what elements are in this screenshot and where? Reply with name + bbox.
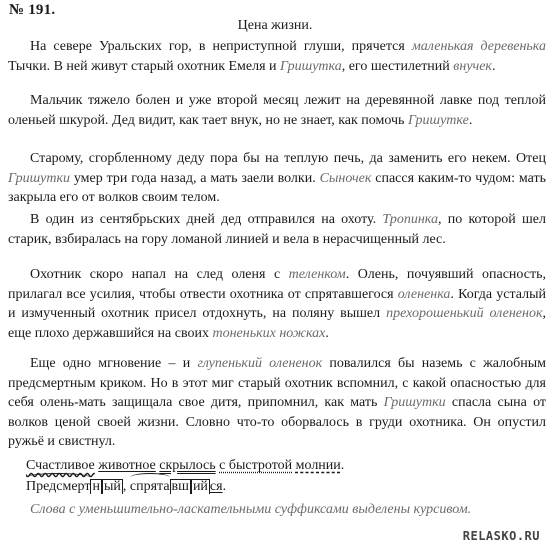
handwritten-word: Гришутки (8, 170, 71, 186)
text: , по которой шел старик, взбиралась на гору ломаной линией и вела в нерасчищенный лес. (8, 212, 546, 247)
handwritten-word: внучек (453, 58, 492, 74)
text: Мальчик тяжело болен и уже второй месяц лежит на деревянной лавке под теплой оленьей шкурой. Дед видит, как тает внук, но не знает, как помочь (8, 93, 546, 128)
exercise-number: № 191. (9, 2, 56, 18)
handwritten-word: маленькая деревенька (411, 39, 546, 54)
handwritten-word: Гришутке (407, 112, 469, 128)
text: Старому, сгорбленному деду пора бы на теплую печь, да заменить его некем. Отец (30, 151, 546, 166)
parsed-word-1 (26, 479, 123, 494)
watermark: RELASKO.RU (462, 529, 540, 543)
text: спасся каким-то чудом: мать закрыла его от волков своим телом. (8, 170, 546, 206)
handwritten-word: Сыночек (319, 170, 372, 186)
text: . (340, 458, 345, 473)
morpheme-parse-line (26, 479, 226, 495)
handwritten-word: прехорошенький олененок (386, 306, 543, 322)
text: . (325, 325, 329, 341)
handwritten-word: олененка (397, 286, 451, 302)
handwritten-word: глупенький олененок (197, 356, 323, 371)
text: , еще плохо державшийся на своих (8, 306, 546, 341)
text: , его шестилетний (341, 58, 454, 74)
root-arc: спрята (129, 479, 170, 494)
parsed-word: молнии (295, 458, 341, 473)
sentence-parse-line (26, 458, 344, 474)
handwritten-word: Гришутка (280, 58, 342, 74)
text: умер три года назад, а мать заели волки. (70, 170, 320, 186)
paragraph-5 (8, 265, 546, 343)
text: Еще одно мгновение – и (30, 356, 198, 371)
parsed-word: скрылось (159, 458, 216, 473)
ending-box: ый (103, 479, 121, 494)
text: спасла сына от волков ценой своей жизни. Словно что-то оборвалось в груди охотника. Он опустил ружьё и свистнул. (8, 395, 547, 450)
text: На севере Уральских гор, в неприступной глуши, прячется (30, 39, 412, 54)
handwritten-word: Тропинка (382, 212, 438, 227)
paragraph-3 (8, 149, 546, 208)
parsed-word: с быстротой (219, 458, 293, 473)
text: . (468, 112, 473, 128)
parsed-word: Счастливое (26, 458, 95, 473)
paragraph-1 (8, 37, 546, 76)
parsed-word-2 (130, 479, 223, 494)
text: . (491, 58, 496, 74)
parsed-word: животное (98, 458, 156, 473)
text: Охотник скоро напал на след оленя с (30, 267, 289, 282)
paragraph-2 (8, 91, 546, 130)
text: Тычки. В ней живут старый охотник Емеля и (8, 58, 281, 74)
suffix-mark: н (92, 479, 100, 494)
text: . Когда усталый и измученный охотник присел отдохнуть, на поляну вышел (8, 286, 547, 322)
text: . (222, 479, 227, 494)
handwritten-note: Слова с уменьшительно-ласкательными суффиксами выделены курсивом. (30, 502, 472, 517)
text: , (122, 479, 130, 494)
postfix: ся (209, 479, 223, 494)
text: повалился бы наземь с жалобным предсмертным криком. Но в этот миг старый охотник вспомнил, с какой опасностью для себя олень-мать защищала свое дитя, припомнил, как мать (8, 356, 547, 411)
handwritten-word: тоненьких ножках (212, 325, 326, 341)
root-arc: Предсмерт (26, 479, 91, 494)
suffix-mark: вш (171, 479, 189, 494)
text: . Олень, почуявший опасность, прилагал все усилия, чтобы отвести охотника от спрятавшегося (8, 267, 546, 302)
ending-box: ий (192, 479, 208, 494)
paragraph-4 (8, 210, 546, 249)
handwritten-word: Гришутки (383, 395, 446, 411)
text: В один из сентябрьских дней дед отправился на охоту. (30, 212, 383, 227)
text-title: Цена жизни. (237, 18, 313, 33)
paragraph-6 (8, 354, 546, 452)
handwritten-word: теленком (288, 267, 346, 282)
